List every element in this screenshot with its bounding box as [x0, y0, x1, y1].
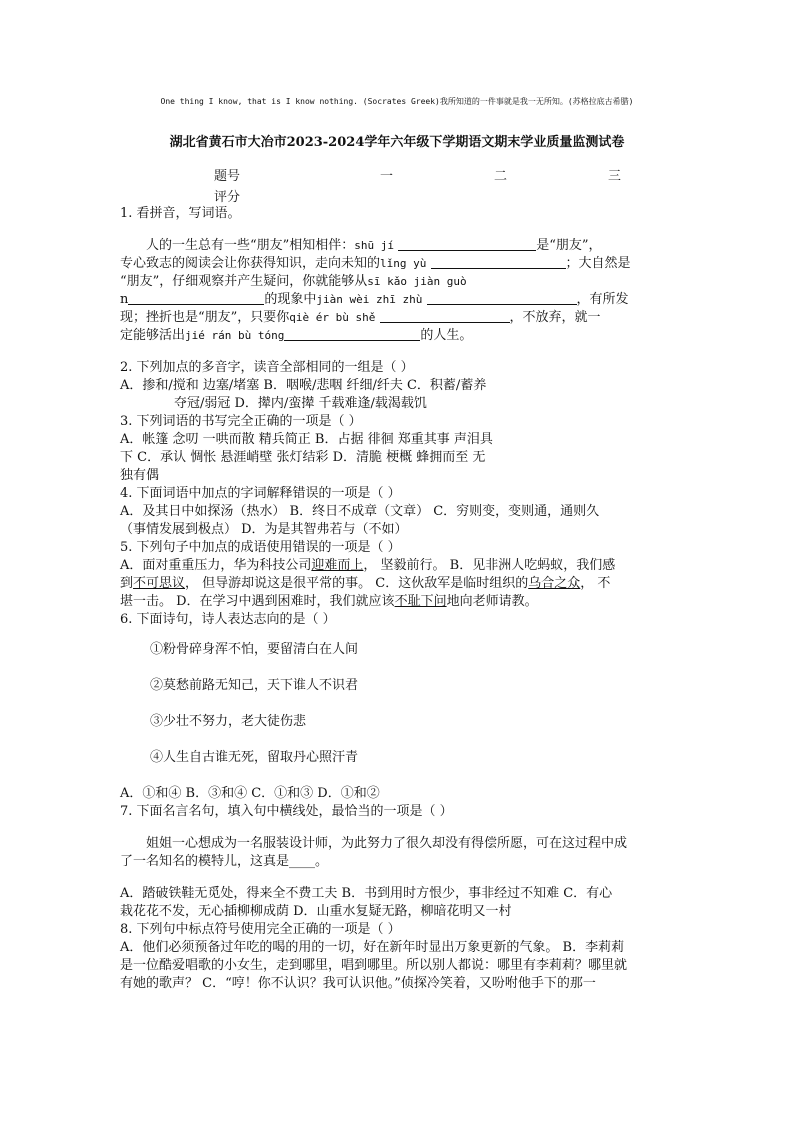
q3-options-line-2: 下 C．承认 惆怅 悬涯峭壁 张灯结彩 D．清脆 梗概 蜂拥而至 无 [120, 450, 486, 465]
score-table-col-1: 一 [380, 169, 394, 184]
q5-text: ， 但导游却说这是很平常的事。 C．这伙敌军是临时组织的 [185, 576, 529, 591]
q7-options-line-2: 栽花花不发，无心插柳柳成荫 D．山重水复疑无路，柳暗花明又一村 [120, 904, 512, 919]
q4-options-line-1: A．及其日中如探汤（热水） B．终日不成章（文章） C．穷则变，变则通，通则久 [120, 504, 600, 519]
q6-options: A．①和④ B．③和④ C．①和③ D．①和② [120, 786, 380, 801]
score-table-col-3: 三 [608, 169, 622, 184]
q1-heading: 1. 看拼音，写词语。 [120, 206, 241, 221]
q6-heading: 6. 下面诗句，诗人表达志向的是（ ） [120, 612, 336, 627]
q2-options-line-2: 夺冠/弱冠 D．撵内/蛮撵 千载难逢/载渴载饥 [174, 396, 427, 411]
q2-heading: 2. 下列加点的多音字，读音全部相同的一组是（ ） [120, 360, 414, 375]
q1-text: 现；挫折也是“朋友”，只要你 [120, 310, 290, 325]
q5-options-line-2 [120, 575, 673, 593]
q1-text: 的人生。 [420, 328, 473, 343]
q8-options-line-1: A．他们必须预备过年吃的喝的用的一切，好在新年时显出万象更新的气象。 B．李莉莉 [120, 940, 625, 955]
q1-text: ，不放弃，就一 [509, 310, 601, 325]
q5-options-line-3 [120, 593, 673, 611]
q1-line-4 [120, 291, 673, 309]
q5-idiom-b: 不可思议 [133, 576, 186, 591]
q1-line-2 [120, 255, 673, 273]
q6-poem-3: ③少壮不努力，老大徒伤悲 [150, 714, 307, 729]
q4-options-line-2: （事情发展到极点） D．为是其智弗若与（不如） [120, 522, 408, 537]
score-table-col-2: 二 [494, 169, 508, 184]
pinyin-lingyu: lǐng yù [380, 257, 427, 270]
pinyin-qieerbushe: qiè ér bù shě [289, 311, 376, 324]
q1-line-5 [120, 309, 673, 327]
q1-line-6 [120, 327, 673, 345]
exam-body [120, 205, 673, 993]
q7-passage-line-2: 了一名知名的模特儿，这真是____。 [120, 854, 329, 869]
q8-options-line-2: 是一位酷爱唱歌的小女生，走到哪里，唱到哪里。所以别人都说：哪里有李莉莉？哪里就 [120, 958, 628, 973]
q1-blank-3[interactable] [128, 291, 264, 305]
q1-line-1 [120, 237, 673, 255]
q1-blank-2[interactable] [431, 255, 566, 269]
q2-options-line-1: A．掺和/搅和 边塞/堵塞 B．咽喉/悲咽 纤细/纤夫 C．积蓄/蓄养 [120, 378, 487, 393]
pinyin-sikaojianguo: sī kǎo jiàn guò [367, 275, 467, 288]
q5-text: ， 不 [580, 576, 611, 591]
q1-text: 人的一生总有一些“朋友”相知相伴： [146, 238, 355, 253]
q1-blank-6[interactable] [284, 327, 420, 341]
q1-text: 定能够活出 [120, 328, 186, 343]
pinyin-jieranbutong: jié rán bù tóng [185, 329, 285, 342]
q5-idiom-a: 迎难而上 [311, 558, 364, 573]
q5-heading: 5. 下列句子中加点的成语使用错误的一项是（ ） [120, 540, 401, 555]
q1-line-3 [120, 273, 673, 291]
q1-text: 是“朋友”， [536, 238, 602, 253]
pinyin-jianweizhizhu: jiàn wèi zhī zhù [316, 293, 423, 306]
score-table-score-label: 评分 [214, 190, 241, 205]
q4-heading: 4. 下面词语中加点的字词解释错误的一项是（ ） [120, 486, 401, 501]
q8-heading: 8. 下列句中标点符号使用完全正确的一项是（ ） [120, 922, 401, 937]
q1-text: 的现象中 [264, 292, 317, 307]
q5-text: A．面对重重压力，华为科技公司 [120, 558, 312, 573]
header-motto: One thing I know, that is I know nothing. (Socrates Greek)我所知道的一件事就是我一无所知。(苏格拉底古希腊) [160, 97, 634, 106]
q1-blank-4[interactable] [427, 291, 577, 305]
q6-poem-1: ①粉骨碎身浑不怕，要留清白在人间 [150, 642, 359, 657]
q5-text: 堪一击。 D．在学习中遇到困难时，我们就应该 [120, 594, 395, 609]
q5-idiom-d: 不耻下问 [394, 594, 447, 609]
score-table [0, 165, 794, 205]
q1-blank-5[interactable] [380, 309, 510, 323]
q8-options-line-3: 有她的歌声？ C．“哼！你不认识？我可认识他。”侦探冷笑着，又吩咐他手下的那一 [120, 976, 596, 991]
q1-text: 专心致志的阅读会让你获得知识，走向未知的 [120, 256, 381, 271]
q7-options-line-1: A．踏破铁鞋无觅处，得来全不费工夫 B．书到用时方恨少，事非经过不知难 C．有心 [120, 886, 613, 901]
q1-text: ，有所发 [576, 292, 629, 307]
q5-text: 到 [120, 576, 134, 591]
q1-blank-1[interactable] [398, 237, 536, 251]
q5-idiom-c: 乌合之众 [528, 576, 581, 591]
q6-poem-2: ②莫愁前路无知己，天下谁人不识君 [150, 678, 359, 693]
score-table-row-label: 题号 [214, 169, 241, 184]
q5-text: ， 坚毅前行。 B．见非洲人吃蚂蚁，我们感 [363, 558, 616, 573]
q6-poem-4: ④人生自古谁无死，留取丹心照汗青 [150, 750, 359, 765]
q3-options-line-3: 独有偶 [120, 468, 160, 483]
exam-title: 湖北省黄石市大冶市2023-2024学年六年级下学期语文期末学业质量监测试卷 [169, 135, 625, 150]
q7-heading: 7. 下面名言名句，填入句中横线处，最恰当的一项是（ ） [120, 804, 453, 819]
q1-text: “朋友”，仔细观察并产生疑问，你就能够从 [120, 274, 368, 289]
q7-passage-line-1: 姐姐一心想成为一名服装设计师，为此努力了很久却没有得偿所愿，可在这过程中成 [146, 836, 628, 851]
pinyin-shuji: shū jí [354, 239, 395, 252]
q1-text: ；大自然是 [565, 256, 631, 271]
q3-heading: 3. 下列词语的书写完全正确的一项是（ ） [120, 414, 362, 429]
q5-options-line-1 [120, 557, 673, 575]
q1-text: n [120, 292, 129, 307]
q3-options-line-1: A．帐篷 念叨 一哄而散 精兵简正 B．占据 徘徊 郑重其事 声泪具 [120, 432, 493, 447]
q5-text: 地向老师请教。 [446, 594, 538, 609]
